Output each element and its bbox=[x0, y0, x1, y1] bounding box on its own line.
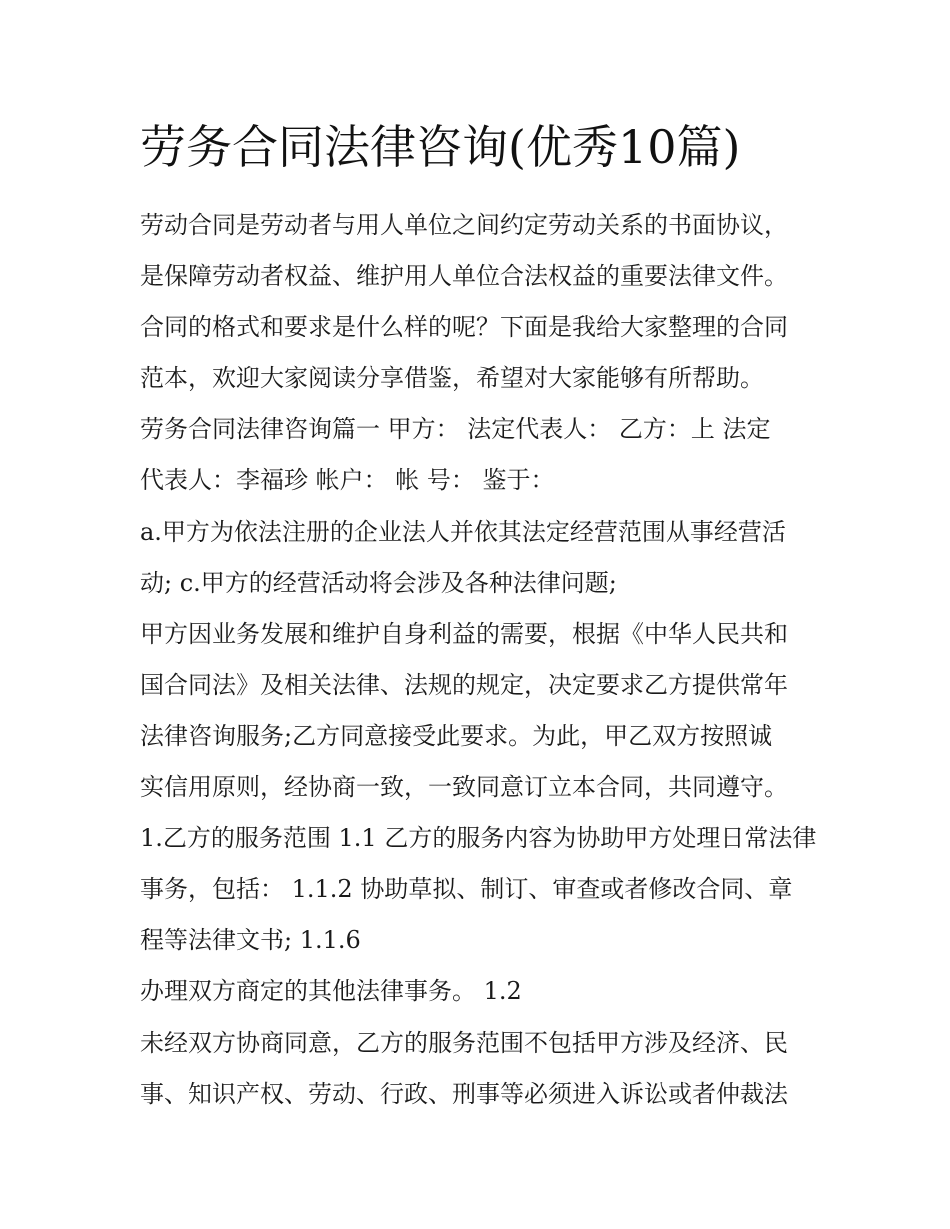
body-line: 劳务合同法律咨询篇一 甲方： 法定代表人： 乙方：上 法定 bbox=[140, 415, 771, 444]
body-line: 1.乙方的服务范围 1.1 乙方的服务内容为协助甲方处理日常法律 bbox=[140, 824, 817, 853]
body-line: 实信用原则，经协商一致，一致同意订立本合同，共同遵守。 bbox=[140, 773, 788, 802]
body-line: a.甲方为依法注册的企业法人并依其法定经营范围从事经营活 bbox=[140, 517, 786, 546]
body-line: 事、知识产权、劳动、行政、刑事等必须进入诉讼或者仲裁法 bbox=[140, 1079, 788, 1108]
body-line: 事务，包括： 1.1.2 协助草拟、制订、审查或者修改合同、章 bbox=[140, 875, 793, 904]
body-line: 程等法律文书; 1.1.6 bbox=[140, 926, 361, 955]
body-line: 是保障劳动者权益、维护用人单位合法权益的重要法律文件。 bbox=[140, 262, 788, 291]
body-line: 办理双方商定的其他法律事务。 1.2 bbox=[140, 977, 522, 1006]
body-line: 甲方因业务发展和维护自身利益的需要，根据《中华人民共和 bbox=[140, 619, 788, 648]
body-line: 动; c.甲方的经营活动将会涉及各种法律问题; bbox=[140, 568, 617, 597]
body-line: 代表人：李福珍 帐户： 帐 号： 鉴于： bbox=[140, 466, 555, 495]
body-line: 劳动合同是劳动者与用人单位之间约定劳动关系的书面协议， bbox=[140, 211, 788, 239]
body-line: 未经双方协商同意，乙方的服务范围不包括甲方涉及经济、民 bbox=[140, 1028, 788, 1057]
body-line: 合同的格式和要求是什么样的呢？下面是我给大家整理的合同 bbox=[140, 313, 788, 342]
document-title: 劳务合同法律咨询(优秀10篇) bbox=[140, 120, 741, 174]
body-line: 范本，欢迎大家阅读分享借鉴，希望对大家能够有所帮助。 bbox=[140, 364, 764, 393]
body-line: 法律咨询服务;乙方同意接受此要求。为此，甲乙双方按照诚 bbox=[140, 721, 773, 750]
document-body bbox=[140, 200, 820, 1120]
body-line: 国合同法》及相关法律、法规的规定，决定要求乙方提供常年 bbox=[140, 670, 788, 699]
